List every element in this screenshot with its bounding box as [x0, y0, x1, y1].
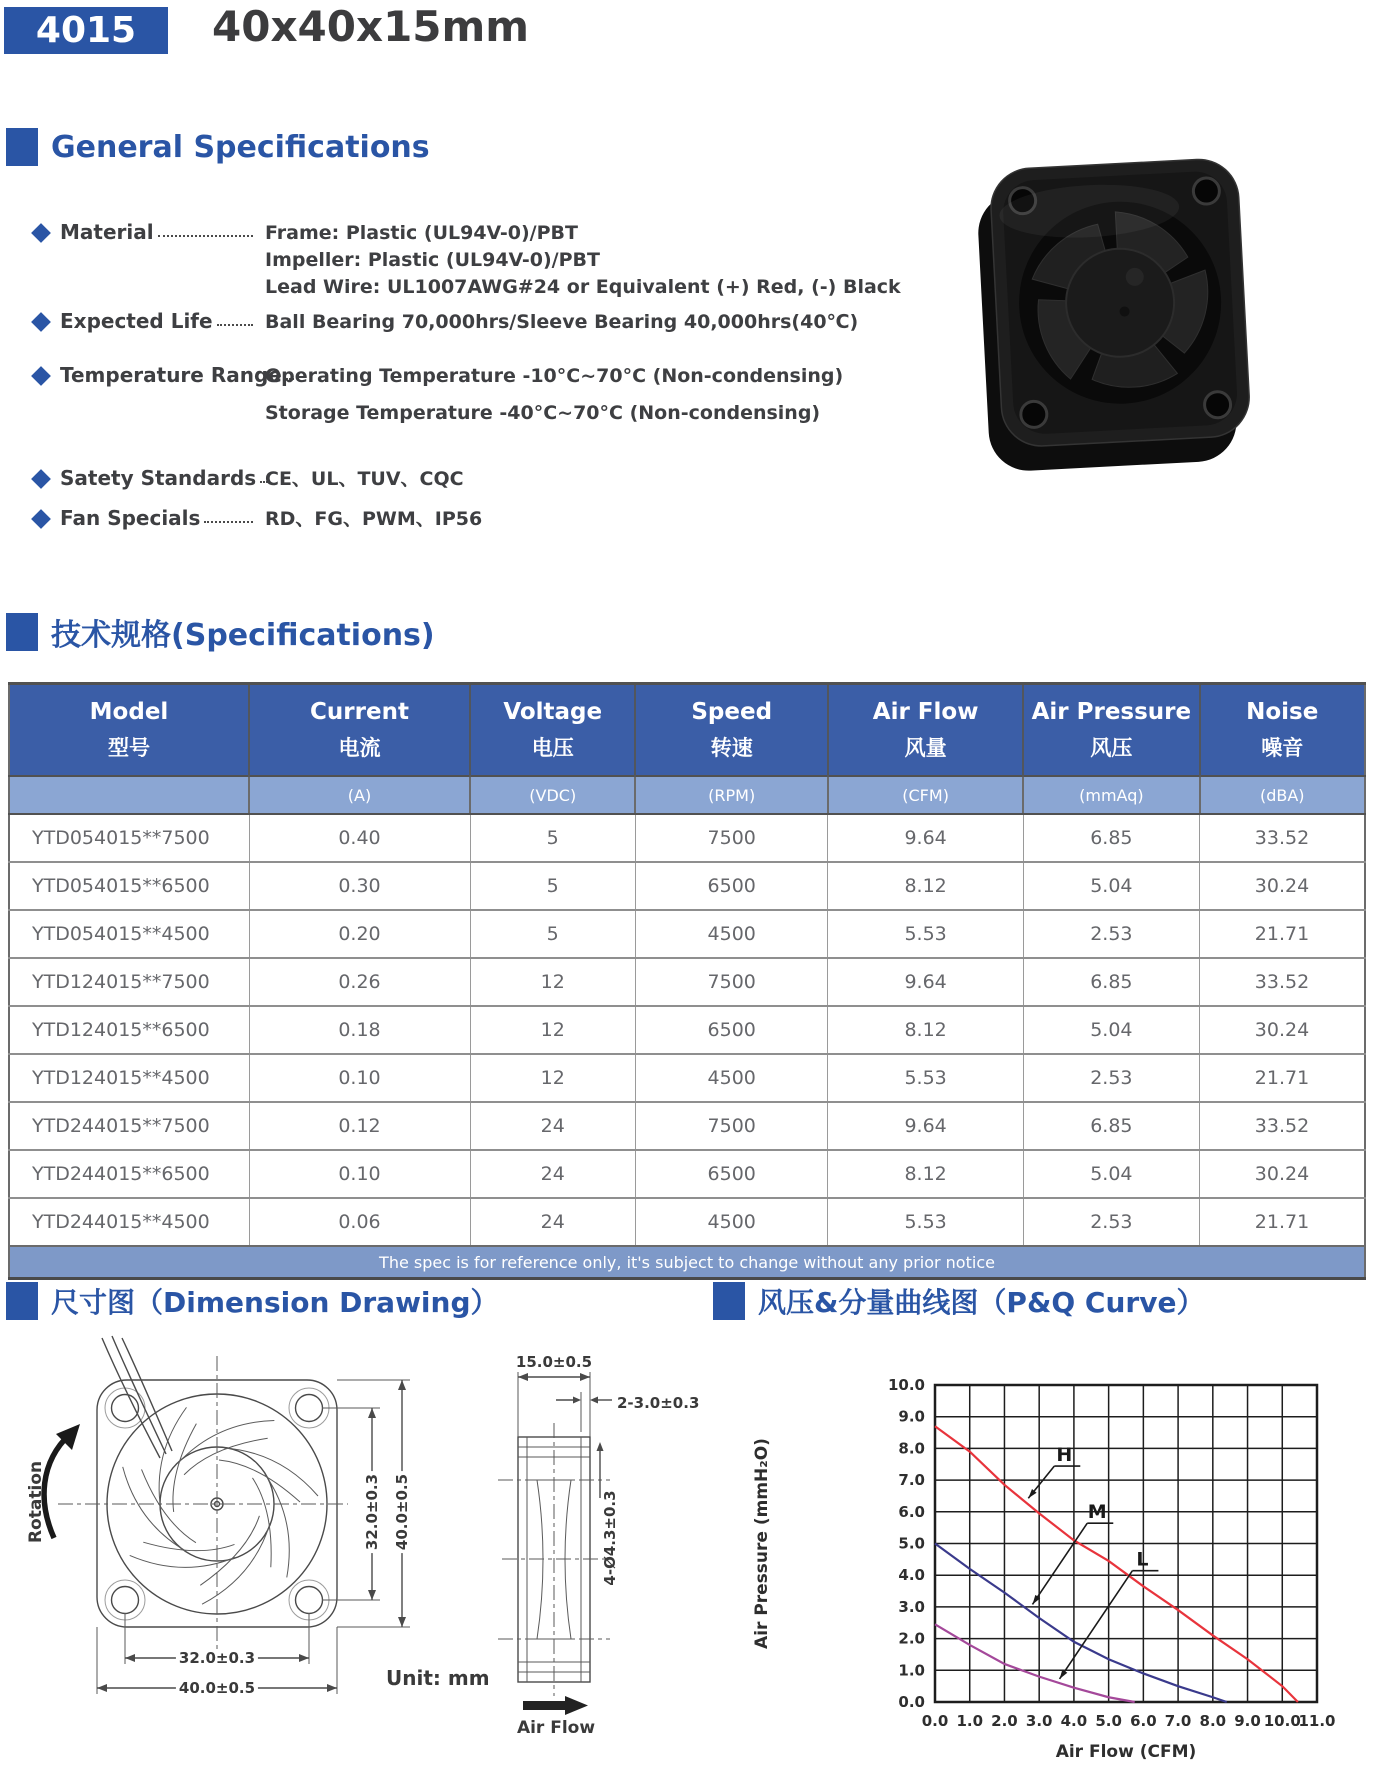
- column-header: Air Pressure 风压: [1023, 684, 1199, 777]
- table-row: [9, 862, 1365, 910]
- dotted-leader: [204, 521, 253, 523]
- column-unit: (dBA): [1200, 776, 1366, 814]
- svg-text:0.0: 0.0: [921, 1712, 949, 1730]
- svg-text:10.0: 10.0: [887, 1376, 925, 1394]
- svg-text:6.0: 6.0: [1130, 1712, 1157, 1730]
- fan-product-photo: [975, 140, 1255, 505]
- model-cell: YTD124015**6500: [9, 1006, 249, 1054]
- spec-table-body: [9, 814, 1365, 1246]
- dotted-leader: [217, 324, 253, 326]
- spec-item-value: Lead Wire: UL1007AWG#24 or Equivalent (+) Red, (-) Black: [265, 276, 901, 298]
- value-cell: 30.24: [1200, 862, 1366, 910]
- value-cell: 7500: [635, 1102, 828, 1150]
- model-cell: YTD124015**7500: [9, 958, 249, 1006]
- value-cell: 6.85: [1023, 958, 1199, 1006]
- model-cell: YTD244015**4500: [9, 1198, 249, 1246]
- spec-item-label: Satety Standards: [60, 466, 257, 490]
- spec-table-footnote: The spec is for reference only, it's subject to change without any prior notice: [9, 1246, 1365, 1279]
- spec-item-label: Fan Specials: [60, 506, 201, 530]
- value-cell: 8.12: [828, 1150, 1023, 1198]
- blue-square-icon: [713, 1282, 745, 1320]
- column-header: Model 型号: [9, 684, 249, 777]
- column-unit: (RPM): [635, 776, 828, 814]
- svg-text:2.0: 2.0: [991, 1712, 1018, 1730]
- table-row: [9, 958, 1365, 1006]
- column-unit: (A): [249, 776, 470, 814]
- value-cell: 12: [470, 958, 635, 1006]
- model-cell: YTD054015**6500: [9, 862, 249, 910]
- spec-table-footnote-row: [9, 1246, 1365, 1279]
- svg-text:8.0: 8.0: [898, 1439, 925, 1458]
- svg-text:3.0: 3.0: [898, 1597, 925, 1616]
- value-cell: 33.52: [1200, 958, 1366, 1006]
- general-specs-heading-text: General Specifications: [51, 129, 430, 165]
- value-cell: 4500: [635, 1054, 828, 1102]
- model-cell: YTD054015**4500: [9, 910, 249, 958]
- diamond-bullet-icon: [31, 223, 51, 243]
- column-header: Voltage 电压: [470, 684, 635, 777]
- value-cell: 5: [470, 910, 635, 958]
- dim-hole-span-vertical: 32.0±0.3: [363, 1471, 381, 1553]
- value-cell: 5.04: [1023, 1150, 1199, 1198]
- spec-item-value: Impeller: Plastic (UL94V-0)/PBT: [265, 249, 600, 271]
- value-cell: 21.71: [1200, 1198, 1366, 1246]
- value-cell: 24: [470, 1102, 635, 1150]
- value-cell: 2.53: [1023, 910, 1199, 958]
- value-cell: 12: [470, 1054, 635, 1102]
- value-cell: 9.64: [828, 814, 1023, 862]
- value-cell: 30.24: [1200, 1150, 1366, 1198]
- svg-text:11.0: 11.0: [1298, 1712, 1336, 1730]
- value-cell: 5.04: [1023, 1006, 1199, 1054]
- spec-item-value: CE、UL、TUV、CQC: [265, 468, 464, 490]
- spec-item-label: Temperature Range: [60, 363, 282, 387]
- value-cell: 7500: [635, 814, 828, 862]
- model-cell: YTD244015**7500: [9, 1102, 249, 1150]
- svg-text:H: H: [1056, 1444, 1073, 1467]
- airflow-label: Air Flow: [516, 1718, 596, 1738]
- spec-item-value: Storage Temperature -40°C~70°C (Non-condensing): [265, 402, 821, 424]
- spec-item-value: Ball Bearing 70,000hrs/Sleeve Bearing 40,000hrs(40℃): [265, 311, 859, 333]
- table-row: [9, 1150, 1365, 1198]
- value-cell: 5.53: [828, 910, 1023, 958]
- column-unit: (CFM): [828, 776, 1023, 814]
- spec-item-temperature-range: [34, 363, 934, 437]
- table-row: [9, 910, 1365, 958]
- value-cell: 21.71: [1200, 910, 1366, 958]
- dimension-heading-text: 尺寸图（Dimension Drawing）: [51, 1286, 499, 1319]
- value-cell: 6500: [635, 1006, 828, 1054]
- column-unit: (VDC): [470, 776, 635, 814]
- value-cell: 0.20: [249, 910, 470, 958]
- svg-text:4.0: 4.0: [1060, 1712, 1088, 1730]
- value-cell: 7500: [635, 958, 828, 1006]
- svg-text:10.0: 10.0: [1263, 1712, 1301, 1730]
- value-cell: 6.85: [1023, 1102, 1199, 1150]
- column-header: Noise 噪音: [1200, 684, 1366, 777]
- value-cell: 6500: [635, 862, 828, 910]
- svg-text:6.0: 6.0: [898, 1502, 925, 1521]
- spec-item-label: Material: [60, 220, 154, 244]
- svg-text:L: L: [1136, 1548, 1149, 1571]
- unit-label: Unit: mm: [386, 1666, 490, 1690]
- svg-text:M: M: [1087, 1501, 1107, 1524]
- column-header: Speed 转速: [635, 684, 828, 777]
- value-cell: 5: [470, 862, 635, 910]
- dotted-leader: [158, 235, 253, 237]
- diamond-bullet-icon: [31, 312, 51, 332]
- spec-table-heading: [6, 610, 435, 654]
- value-cell: 9.64: [828, 958, 1023, 1006]
- column-unit: [9, 776, 249, 814]
- spec-table-heading-text: 技术规格(Specifications): [51, 618, 435, 653]
- value-cell: 0.30: [249, 862, 470, 910]
- value-cell: 6500: [635, 1150, 828, 1198]
- svg-text:8.0: 8.0: [1199, 1712, 1227, 1730]
- spec-item-fan-specials: [34, 506, 934, 533]
- diamond-bullet-icon: [31, 469, 51, 489]
- dim-body-horizontal: 40.0±0.5: [176, 1679, 258, 1697]
- pq-chart: [735, 1335, 1400, 1765]
- value-cell: 24: [470, 1150, 635, 1198]
- spec-item-satety-standards: [34, 466, 934, 493]
- svg-text:4.0: 4.0: [898, 1566, 925, 1585]
- dim-thickness: 15.0±0.5: [515, 1353, 593, 1371]
- dim-boss: 2-3.0±0.3: [617, 1394, 700, 1412]
- spec-item-material: [34, 220, 934, 301]
- svg-text:1.0: 1.0: [956, 1712, 984, 1730]
- table-row: [9, 1102, 1365, 1150]
- svg-text:7.0: 7.0: [898, 1471, 925, 1490]
- spec-table-header-row: [9, 684, 1365, 777]
- value-cell: 5.53: [828, 1198, 1023, 1246]
- svg-text:7.0: 7.0: [1164, 1712, 1192, 1730]
- svg-text:0.0: 0.0: [898, 1693, 925, 1711]
- model-cell: YTD054015**7500: [9, 814, 249, 862]
- value-cell: 0.26: [249, 958, 470, 1006]
- value-cell: 0.10: [249, 1054, 470, 1102]
- spec-item-value: Operating Temperature -10°C~70°C (Non-condensing): [265, 365, 844, 387]
- dim-mounting-holes: 4-Ø4.3±0.3: [601, 1490, 619, 1586]
- dimension-heading: [6, 1281, 499, 1321]
- blue-square-icon: [6, 613, 38, 651]
- table-row: [9, 814, 1365, 862]
- spec-item-value: Frame: Plastic (UL94V-0)/PBT: [265, 222, 578, 244]
- table-row: [9, 1054, 1365, 1102]
- column-header: Air Flow 风量: [828, 684, 1023, 777]
- page-title: 40x40x15mm: [212, 2, 530, 51]
- dim-hole-span-horizontal: 32.0±0.3: [176, 1649, 258, 1667]
- svg-text:2.0: 2.0: [898, 1629, 925, 1648]
- table-row: [9, 1006, 1365, 1054]
- table-row: [9, 1198, 1365, 1246]
- value-cell: 0.12: [249, 1102, 470, 1150]
- diamond-bullet-icon: [31, 509, 51, 529]
- value-cell: 4500: [635, 910, 828, 958]
- value-cell: 5.53: [828, 1054, 1023, 1102]
- pq-curve-heading: [713, 1281, 1204, 1321]
- value-cell: 5: [470, 814, 635, 862]
- spec-item-value: RD、FG、PWM、IP56: [265, 508, 483, 530]
- spec-item-label: Expected Life: [60, 309, 213, 333]
- value-cell: 8.12: [828, 1006, 1023, 1054]
- rotation-label: Rotation: [26, 1460, 46, 1544]
- spec-item-expected-life: [34, 309, 934, 336]
- value-cell: 8.12: [828, 862, 1023, 910]
- value-cell: 21.71: [1200, 1054, 1366, 1102]
- value-cell: 2.53: [1023, 1054, 1199, 1102]
- blue-square-icon: [6, 1282, 38, 1320]
- svg-text:Air Pressure (mmH₂O): Air Pressure (mmH₂O): [752, 1438, 772, 1649]
- value-cell: 0.18: [249, 1006, 470, 1054]
- value-cell: 30.24: [1200, 1006, 1366, 1054]
- model-cell: YTD124015**4500: [9, 1054, 249, 1102]
- svg-text:3.0: 3.0: [1025, 1712, 1053, 1730]
- dim-body-vertical: 40.0±0.5: [393, 1471, 411, 1553]
- value-cell: 9.64: [828, 1102, 1023, 1150]
- diamond-bullet-icon: [31, 366, 51, 386]
- value-cell: 0.06: [249, 1198, 470, 1246]
- value-cell: 2.53: [1023, 1198, 1199, 1246]
- general-specs-heading: [6, 128, 430, 166]
- pq-curve-heading-text: 风压&分量曲线图（P&Q Curve）: [758, 1286, 1205, 1319]
- value-cell: 33.52: [1200, 814, 1366, 862]
- model-cell: YTD244015**6500: [9, 1150, 249, 1198]
- svg-text:1.0: 1.0: [898, 1661, 925, 1680]
- svg-text:9.0: 9.0: [898, 1407, 925, 1426]
- value-cell: 6.85: [1023, 814, 1199, 862]
- spec-table-units-row: [9, 776, 1365, 814]
- value-cell: 33.52: [1200, 1102, 1366, 1150]
- spec-table: [8, 682, 1366, 1280]
- column-header: Current 电流: [249, 684, 470, 777]
- svg-text:Air Flow (CFM): Air Flow (CFM): [1055, 1742, 1197, 1762]
- value-cell: 4500: [635, 1198, 828, 1246]
- value-cell: 24: [470, 1198, 635, 1246]
- value-cell: 0.40: [249, 814, 470, 862]
- blue-square-icon: [6, 128, 38, 166]
- value-cell: 12: [470, 1006, 635, 1054]
- column-unit: (mmAq): [1023, 776, 1199, 814]
- svg-text:5.0: 5.0: [898, 1534, 925, 1553]
- value-cell: 5.04: [1023, 862, 1199, 910]
- svg-text:5.0: 5.0: [1095, 1712, 1122, 1730]
- svg-text:9.0: 9.0: [1234, 1712, 1261, 1730]
- value-cell: 0.10: [249, 1150, 470, 1198]
- model-code-badge: 4015: [4, 7, 168, 54]
